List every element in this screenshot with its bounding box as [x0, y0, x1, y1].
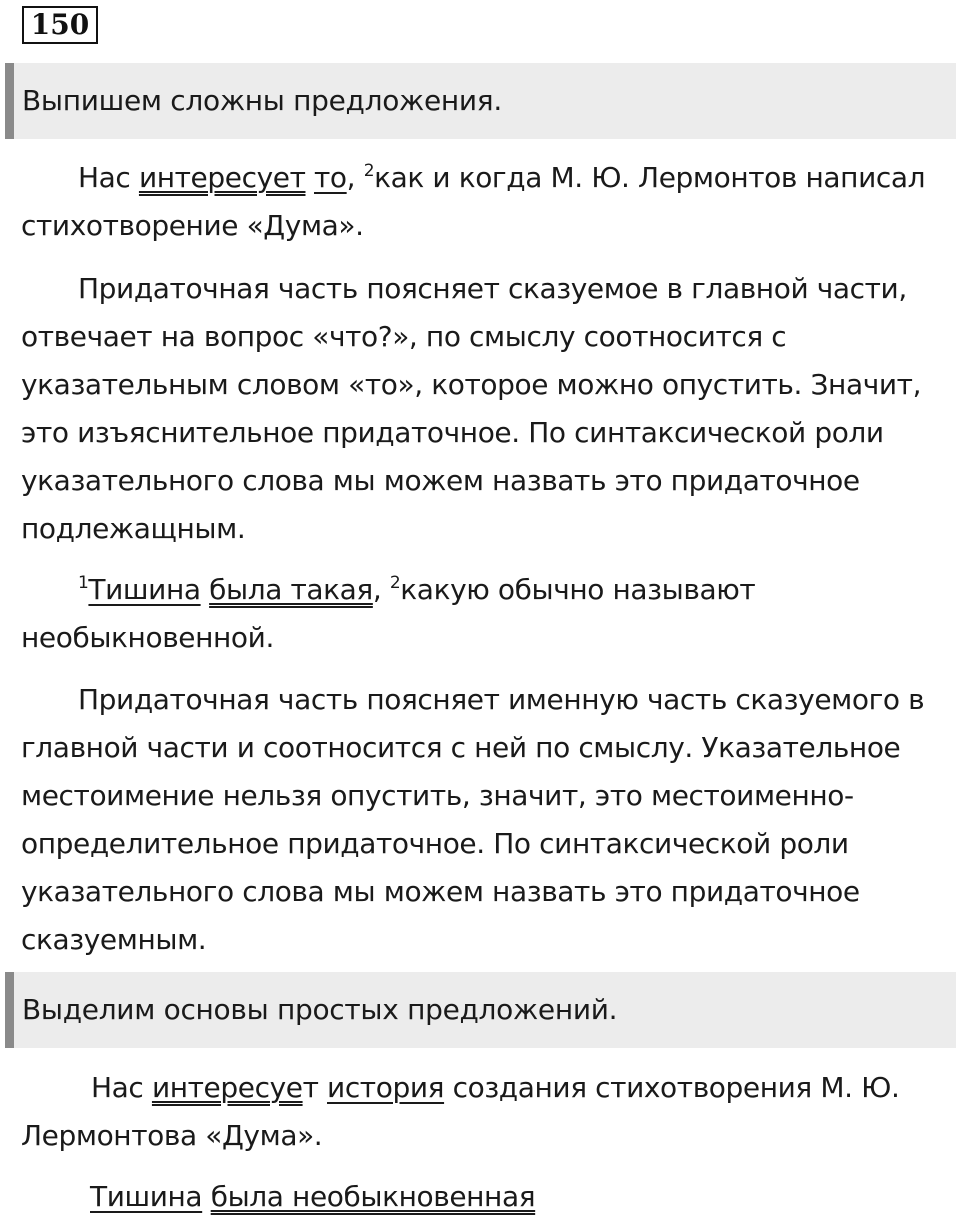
sentence-2-predicate: была такая — [209, 573, 373, 606]
task-number-badge: 150 — [22, 6, 98, 44]
explanation-2 — [21, 676, 941, 964]
sentence-2-rest: какую обычно называют необыкновенной. — [21, 573, 756, 654]
explanation-2-text: Придаточная часть поясняет именную часть сказуемого в главной части и соотносится с ней по смыслу. Указательное местоимение нельзя опустить, значит, это местоименно-определительное придаточное. По синтаксической роли указательного слова мы можем назвать это придаточное сказуемным. — [21, 683, 925, 956]
sentence-2-comma: , — [372, 573, 382, 606]
sentence-1-comma: , — [346, 161, 356, 194]
sentence-4-predicate: была необыкновенная — [210, 1180, 536, 1213]
explanation-1 — [21, 265, 941, 553]
sentence-1-word: Нас — [78, 161, 131, 194]
sentence-3-predicate-ending: т — [302, 1071, 319, 1104]
sentence-3-subject: история — [327, 1071, 445, 1104]
sentence-1-rest: как и когда М. Ю. Лермонтов написал стихотворение «Дума». — [21, 161, 926, 242]
section-heading-complex-sentences: Выпишем сложны предложения. — [5, 63, 956, 139]
sentence-1-subject: то — [314, 161, 347, 194]
sentence-3-predicate: интересуе — [151, 1071, 303, 1104]
section-heading-grammar-bases: Выделим основы простых предложений. — [5, 972, 956, 1048]
sentence-3 — [21, 1064, 941, 1160]
sentence-4-subject: Тишина — [90, 1180, 203, 1213]
sentence-3-rest: создания стихотворения М. Ю. Лермонтова «Дума». — [21, 1071, 900, 1152]
sentence-1 — [21, 154, 941, 250]
explanation-1-text: Придаточная часть поясняет сказуемое в главной части, отвечает на вопрос «что?», по смыслу соотносится с указательным словом «то», которое можно опустить. Значит, это изъяснительное придаточное. По синтаксической роли указательного слова мы можем назвать это придаточное подлежащным. — [21, 272, 922, 545]
sentence-3-word: Нас — [91, 1071, 144, 1104]
sentence-2 — [21, 566, 941, 662]
sentence-4 — [21, 1173, 941, 1221]
sentence-2-subject: Тишина — [88, 573, 201, 606]
sentence-1-predicate: интересует — [138, 161, 306, 194]
clause-number-2: 2 — [363, 161, 375, 181]
clause-number-1: 1 — [78, 573, 89, 593]
clause-number-2: 2 — [389, 573, 401, 593]
